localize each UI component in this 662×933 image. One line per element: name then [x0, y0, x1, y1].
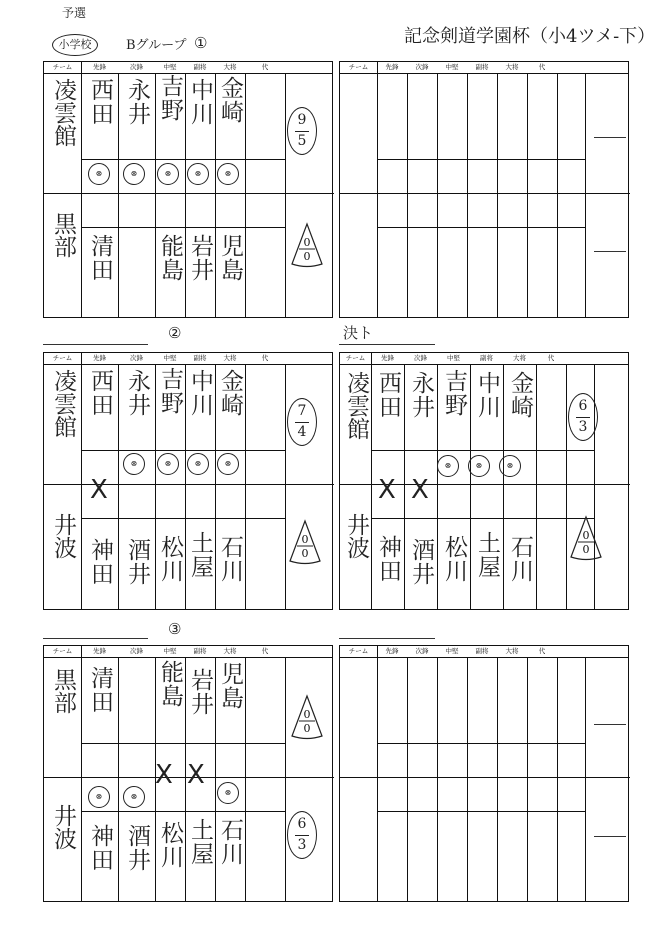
player-fukusho: 中川: [474, 371, 500, 419]
win-mark: ⊗: [157, 453, 179, 475]
scoresheet-match-1: [43, 61, 333, 318]
player-senpo: 神田: [87, 824, 113, 872]
col-jiho: 次鋒: [130, 354, 143, 362]
col-fukusho: 副将: [480, 354, 493, 362]
player-fukusho: 岩井: [187, 234, 213, 282]
col-dai: 代: [261, 647, 269, 655]
wins-count: 9: [297, 112, 307, 128]
player-senpo: 神田: [87, 538, 113, 586]
player-fukusho: 岩井: [187, 668, 213, 716]
win-mark: ⊗: [157, 163, 179, 185]
scoresheet-final: [339, 352, 629, 610]
loss-mark: X: [187, 760, 205, 790]
player-senpo: 神田: [375, 535, 401, 583]
sheet-number-2: ②: [168, 324, 182, 342]
col-jiho: 次鋒: [414, 354, 427, 362]
win-mark: ⊗: [187, 163, 209, 185]
win-mark: ⊗: [217, 782, 239, 804]
points-count: 3: [578, 419, 588, 435]
player-chuken: 松川: [441, 535, 467, 583]
col-taisho: 大将: [223, 63, 237, 71]
col-jiho: 次鋒: [130, 647, 143, 655]
player-fukusho: 土屋: [474, 531, 500, 579]
player-fukusho: 土屋: [187, 818, 213, 866]
player-jiho: 永井: [124, 78, 150, 126]
player-jiho: 永井: [408, 371, 434, 419]
win-mark: ⊗: [217, 163, 239, 185]
page-title: 記念剣道学園杯（小4ツメ-下）: [404, 26, 656, 47]
column-header-row: [44, 353, 332, 365]
col-senpo: 先鋒: [381, 354, 394, 362]
score-team-b: [288, 519, 322, 565]
player-fukusho: 中川: [187, 369, 213, 417]
col-chuken: 中堅: [447, 354, 460, 362]
col-team: チーム: [52, 647, 73, 655]
player-chuken: 能島: [157, 660, 183, 708]
player-jiho: 永井: [124, 369, 150, 417]
col-fukusho: 副将: [475, 647, 489, 655]
win-mark: ⊗: [187, 453, 209, 475]
win-mark: ⊗: [499, 455, 521, 477]
player-senpo: 西田: [375, 371, 401, 419]
win-mark: ⊗: [468, 455, 490, 477]
col-senpo: 先鋒: [93, 63, 106, 71]
team-b-name: 井波: [50, 513, 76, 559]
player-taisho: 石川: [217, 535, 243, 583]
win-mark: ⊗: [437, 455, 459, 477]
col-senpo: 先鋒: [385, 647, 399, 655]
col-jiho: 次鋒: [130, 63, 143, 71]
scoresheet-match-3: [43, 645, 333, 902]
player-chuken: 松川: [157, 821, 183, 869]
col-fukusho: 副将: [193, 647, 207, 655]
wins-count: 0: [301, 533, 309, 546]
wins-count: 6: [578, 398, 588, 414]
player-senpo: 清田: [87, 666, 113, 714]
player-chuken: 吉野: [441, 369, 467, 417]
points-count: 4: [297, 424, 307, 440]
player-fukusho: 土屋: [187, 531, 213, 579]
score-team-b: [290, 222, 324, 268]
player-taisho: 児島: [217, 234, 243, 282]
points-count: 5: [297, 133, 307, 149]
team-b-name: 井波: [343, 513, 369, 559]
col-team: チーム: [345, 354, 366, 362]
points-count: 0: [582, 543, 590, 556]
col-dai: 代: [261, 354, 269, 362]
scoresheet-blank-1: [339, 61, 629, 318]
player-taisho: 金崎: [507, 371, 533, 419]
points-count: 0: [303, 250, 311, 263]
score-team-a: [290, 694, 324, 740]
team-b-name: 黒部: [50, 212, 76, 258]
loss-mark: X: [90, 475, 108, 505]
col-chuken: 中堅: [445, 647, 459, 655]
player-taisho: 児島: [217, 662, 243, 710]
scoresheet-blank-2: [339, 645, 629, 902]
loss-mark: X: [411, 475, 429, 505]
team-a-name: 凌雲館: [50, 78, 76, 147]
col-fukusho: 副将: [475, 63, 489, 71]
points-count: 0: [303, 722, 311, 735]
team-a-name: 凌雲館: [50, 369, 76, 438]
col-taisho: 大将: [505, 647, 519, 655]
player-senpo: 西田: [87, 369, 113, 417]
score-team-a: [568, 393, 598, 441]
player-taisho: 石川: [217, 818, 243, 866]
win-mark: ⊗: [123, 786, 145, 808]
col-fukusho: 副将: [193, 63, 207, 71]
win-mark: ⊗: [88, 786, 110, 808]
col-dai: 代: [547, 354, 555, 362]
group-name: Bグループ: [126, 38, 187, 53]
player-chuken: 吉野: [157, 74, 183, 122]
col-senpo: 先鋒: [93, 354, 106, 362]
col-taisho: 大将: [223, 647, 237, 655]
win-mark: ⊗: [88, 163, 110, 185]
scoresheet-match-2: [43, 352, 333, 610]
player-senpo: 西田: [87, 78, 113, 126]
col-chuken: 中堅: [163, 647, 177, 655]
col-team: チーム: [348, 63, 369, 71]
team-b-name: 井波: [50, 804, 76, 850]
col-chuken: 中堅: [163, 63, 177, 71]
player-jiho: 酒井: [408, 538, 434, 586]
player-taisho: 石川: [507, 535, 533, 583]
col-dai: 代: [261, 63, 269, 71]
group-label: 小学校: [52, 34, 98, 56]
win-mark: ⊗: [217, 453, 239, 475]
player-chuken: 能島: [157, 234, 183, 282]
col-chuken: 中堅: [445, 63, 459, 71]
player-fukusho: 中川: [187, 78, 213, 126]
col-senpo: 先鋒: [93, 647, 106, 655]
player-jiho: 酒井: [124, 538, 150, 586]
player-chuken: 吉野: [157, 367, 183, 415]
loss-mark: X: [155, 760, 173, 790]
col-dai: 代: [538, 647, 546, 655]
col-jiho: 次鋒: [415, 63, 429, 71]
column-header-row: [44, 646, 332, 658]
col-team: チーム: [348, 647, 369, 655]
col-taisho: 大将: [223, 354, 237, 362]
player-taisho: 金崎: [217, 369, 243, 417]
final-label: 決ト: [343, 324, 374, 342]
win-mark: ⊗: [123, 163, 145, 185]
wins-count: 6: [297, 816, 307, 832]
col-team: チーム: [52, 63, 73, 71]
wins-count: 0: [303, 708, 311, 721]
col-fukusho: 副将: [193, 354, 207, 362]
loss-mark: X: [378, 475, 396, 505]
win-mark: ⊗: [123, 453, 145, 475]
col-jiho: 次鋒: [415, 647, 429, 655]
wins-count: 7: [297, 403, 307, 419]
player-senpo: 清田: [87, 234, 113, 282]
column-header-row: [340, 353, 628, 365]
team-a-name: 黒部: [50, 668, 76, 714]
points-count: 3: [297, 837, 307, 853]
player-taisho: 金崎: [217, 76, 243, 124]
score-team-b: [569, 515, 603, 561]
col-chuken: 中堅: [163, 354, 177, 362]
col-taisho: 大将: [505, 63, 519, 71]
sheet-number-3: ③: [168, 620, 182, 638]
player-jiho: 酒井: [124, 824, 150, 872]
team-a-name: 凌雲館: [343, 371, 369, 440]
score-team-b: [287, 811, 317, 859]
score-team-a: [287, 398, 317, 446]
col-senpo: 先鋒: [385, 63, 399, 71]
group-number: ①: [194, 34, 208, 52]
wins-count: 0: [303, 236, 311, 249]
wins-count: 0: [582, 529, 590, 542]
score-team-a: [287, 107, 317, 155]
column-header-row: [44, 62, 332, 74]
col-taisho: 大将: [513, 354, 526, 362]
annotation-top: 予選: [62, 6, 87, 20]
points-count: 0: [301, 547, 309, 560]
col-team: チーム: [52, 354, 73, 362]
player-chuken: 松川: [157, 535, 183, 583]
col-dai: 代: [538, 63, 546, 71]
